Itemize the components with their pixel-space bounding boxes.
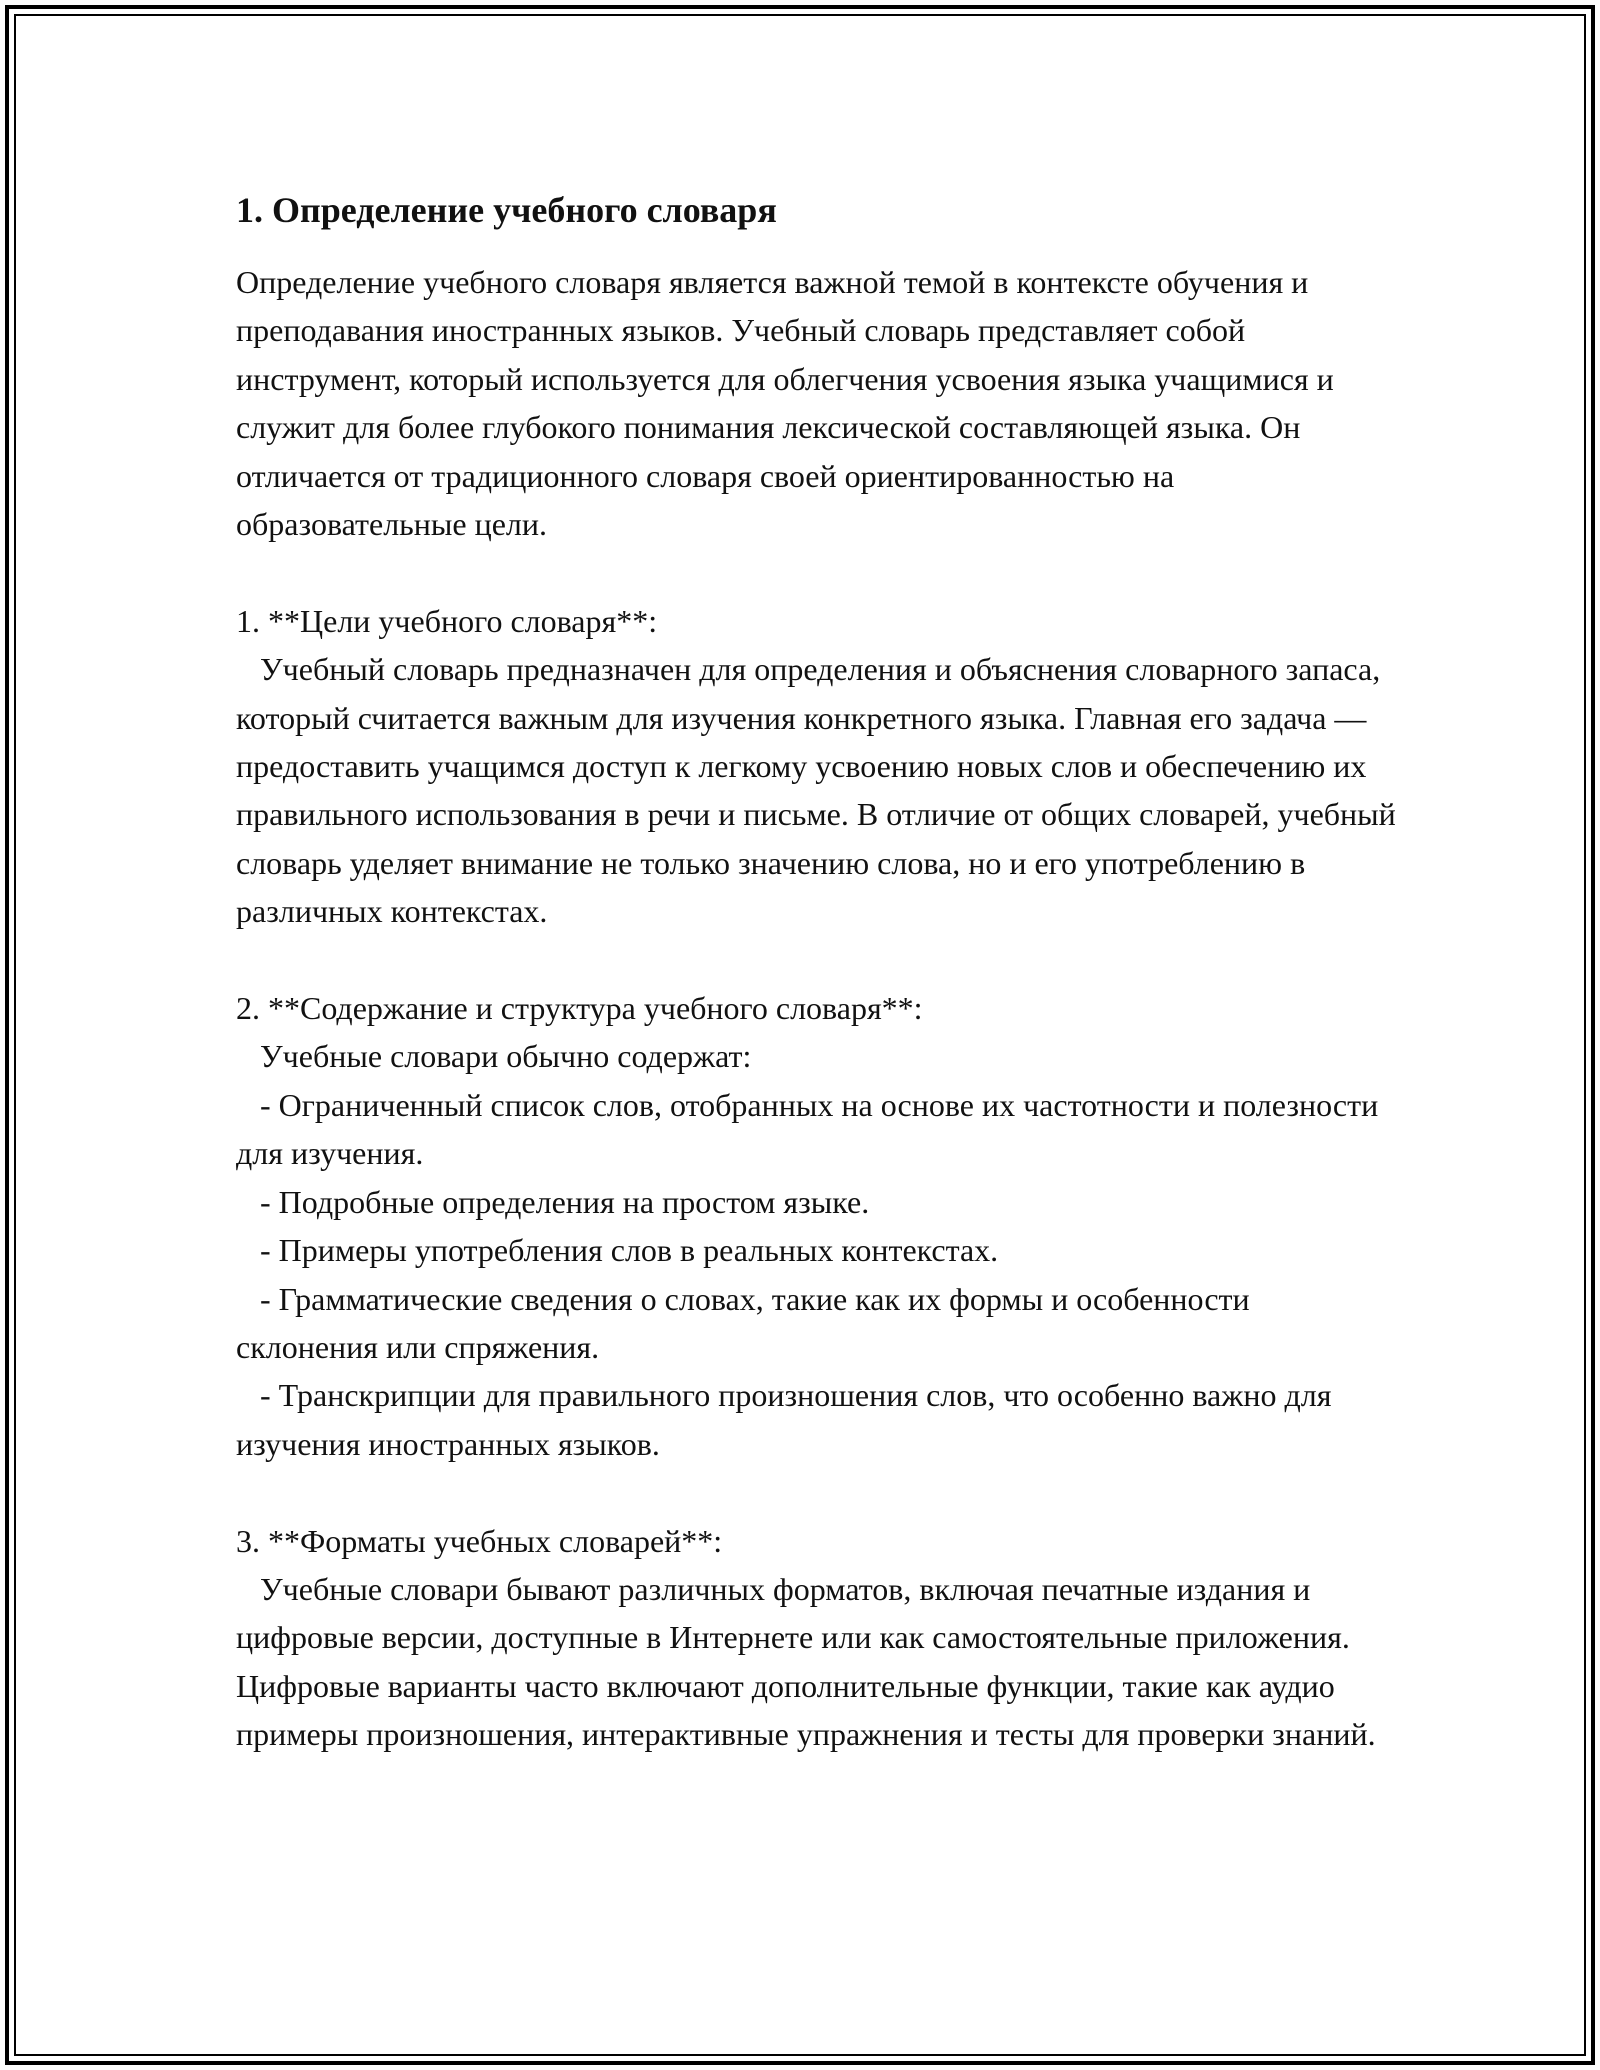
section-1-title: 1. **Цели учебного словаря**: (236, 602, 658, 639)
section-1-paragraph: Учебный словарь предназначен для определения и объяснения словарного запаса, который считается важным для изучения конкретного языка. Главная его задача — предоставить учащимся доступ к легкому усвоению новых слов и обеспечению их правильного использования в речи и письме. В отличие от общих словарей, учебный словарь уделяет внимание не только значению слова, но и его употреблению в различных контекстах. (236, 651, 1396, 930)
list-item: - Ограниченный список слов, отобранных на основе их частотности и полезности для изучения. (236, 1086, 1379, 1172)
document-body (236, 186, 1396, 1759)
list-item: - Подробные определения на простом языке. (260, 1183, 870, 1220)
section-2-title: 2. **Содержание и структура учебного словаря**: (236, 990, 923, 1027)
section-3-paragraph: Учебные словари бывают различных форматов, включая печатные издания и цифровые версии, доступные в Интернете или как самостоятельные приложения. Цифровые варианты часто включают дополнительные функции, такие как аудио примеры произношения, интерактивные упражнения и тесты для проверки знаний. (236, 1570, 1376, 1753)
list-item: - Примеры употребления слов в реальных контекстах. (260, 1232, 999, 1269)
list-item: - Грамматические сведения о словах, такие как их формы и особенности склонения или спряжения. (236, 1280, 1250, 1365)
list-item: - Транскрипции для правильного произношения слов, что особенно важно для изучения иностранных языков. (236, 1377, 1332, 1462)
document-heading: 1. Определение учебного словаря (236, 190, 777, 230)
section-3-title: 3. **Форматы учебных словарей**: (236, 1522, 723, 1559)
section-2-line: Учебные словари обычно содержат: (260, 1038, 752, 1075)
intro-paragraph: Определение учебного словаря является важной темой в контексте обучения и преподавания иностранных языков. Учебный словарь представляет собой инструмент, который используется для облегчения усвоения языка учащимися и служит для более глубокого понимания лексической составляющей языка. Он отличается от традиционного словаря своей ориентированностью на образовательные цели. (236, 264, 1334, 543)
